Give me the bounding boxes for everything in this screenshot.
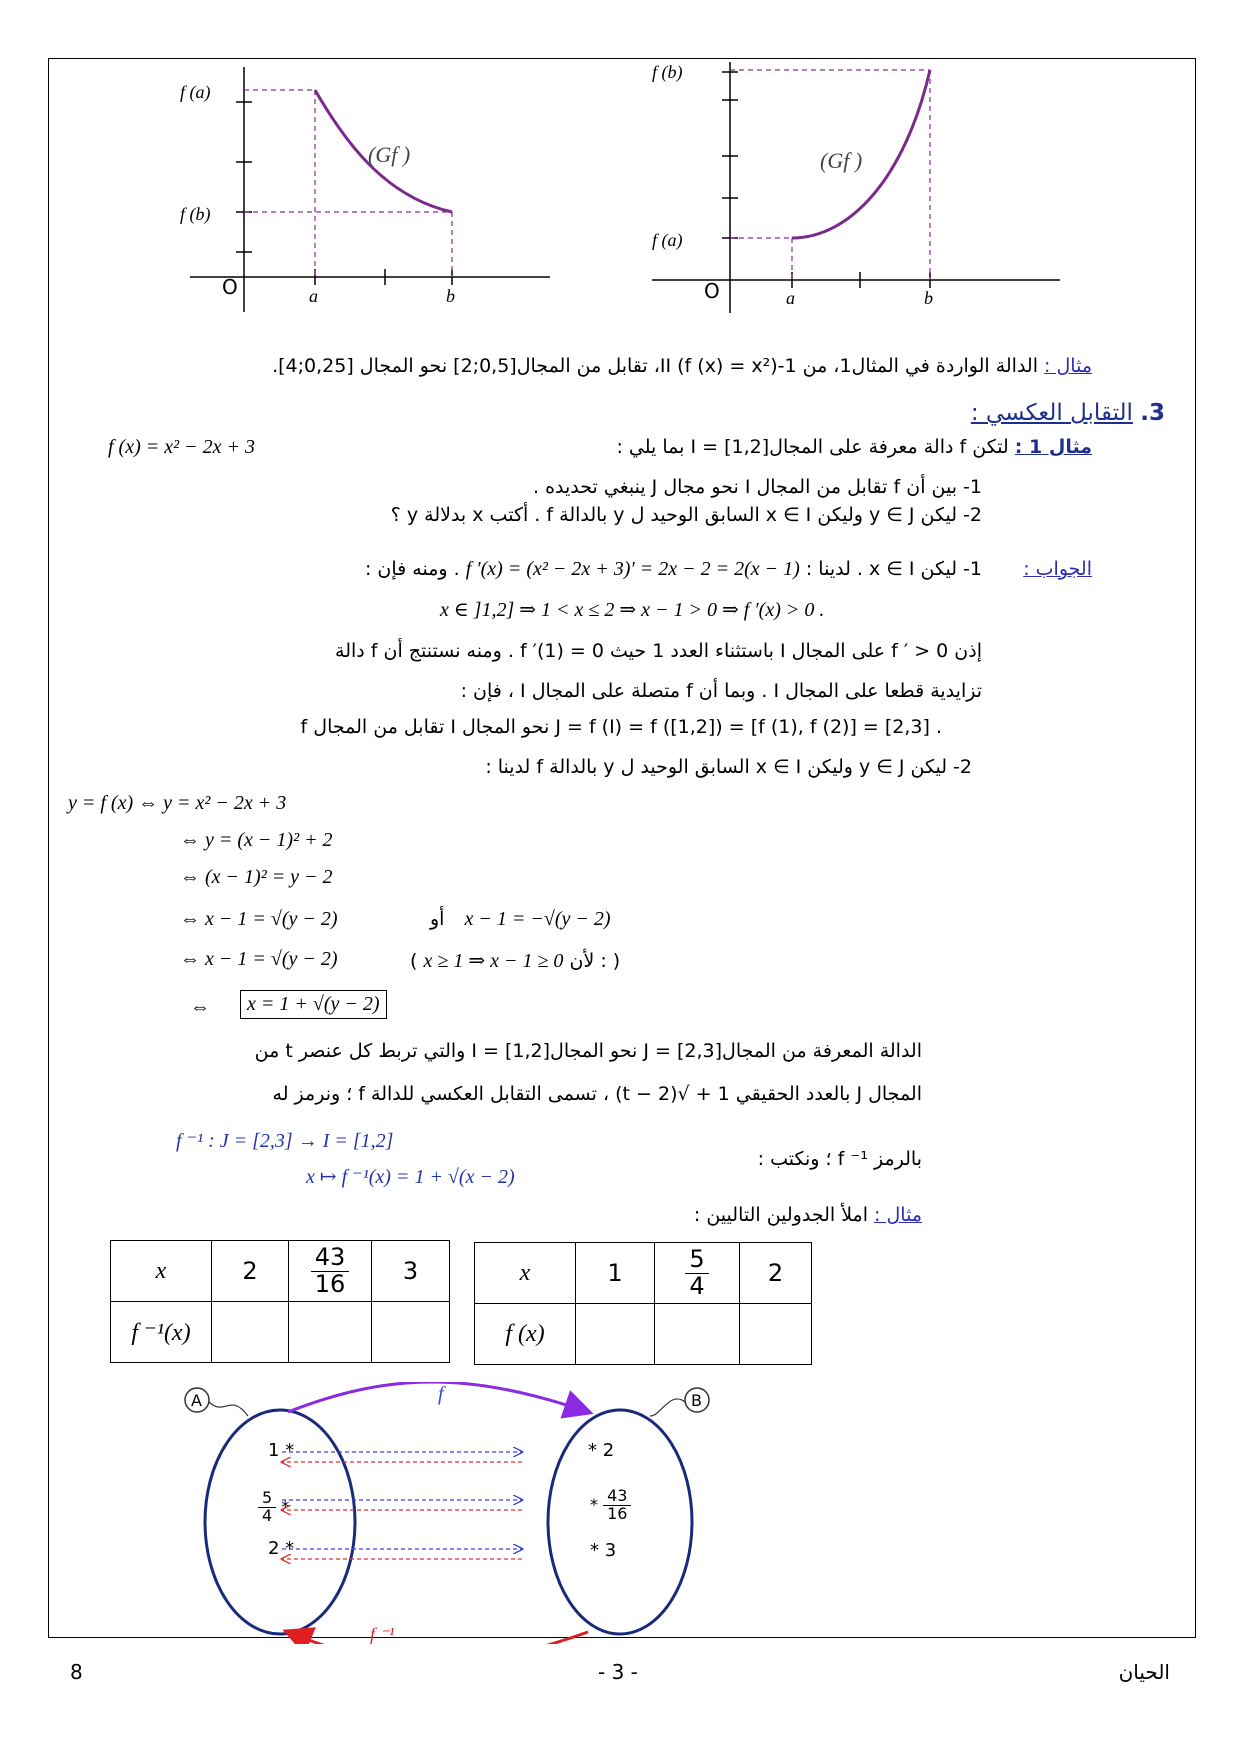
example-line — [272, 355, 1092, 377]
because-close: ) — [612, 950, 621, 972]
label-fb: f (b) — [180, 204, 211, 224]
table-direct — [474, 1242, 812, 1365]
answer-line1-formula: f ′(x) = (x² − 2x + 3)′ = 2x − 2 = 2(x − 1) — [465, 558, 800, 580]
table-direct-empty[interactable] — [655, 1304, 740, 1365]
label-B: B — [691, 1391, 702, 1410]
label-fa: f (a) — [180, 82, 211, 102]
example-text: الدالة الواردة في المثال1، من 1-II (f (x) = x²)، تقابل من المجال[0,5;2] نحو المجال [0,25;4]. — [272, 355, 1038, 377]
table-direct-empty[interactable] — [576, 1304, 655, 1365]
example2-label: مثال : — [874, 1204, 922, 1226]
definition-map2: x ↦ f ⁻¹(x) = 1 + √(x − 2) — [306, 1166, 515, 1188]
label-fb: f (b) — [652, 62, 683, 82]
definition-line3: بالرمز f ⁻¹ ؛ ونكتب : — [757, 1148, 922, 1170]
label-b: b — [924, 288, 933, 308]
answer-line1-text: 1- ليكن x ∈ I . لدينا : — [805, 558, 982, 580]
table-inverse-cell: 2 — [212, 1241, 289, 1302]
label-b: b — [446, 286, 455, 306]
section-title: التقابل العكسي : — [970, 400, 1133, 426]
table-inverse-empty[interactable] — [372, 1302, 450, 1363]
derivation-step-1: y = f (x) ⇔ y = x² − 2x + 3 — [68, 792, 287, 814]
graph-decreasing — [180, 62, 560, 352]
table-inverse-empty[interactable] — [212, 1302, 289, 1363]
right-elem-1: * 2 — [588, 1440, 615, 1461]
right-elem-2-frac — [603, 1488, 631, 1523]
answer-label: الجواب : — [1023, 558, 1092, 580]
because-condition: x ≥ 1 ⇒ x − 1 ≥ 0 — [423, 950, 564, 972]
left-elem-1: 1 * — [268, 1440, 295, 1461]
answer-line2: x ∈ ]1,2] ⇒ 1 < x ≤ 2 ⇒ x − 1 > 0 ⇒ f ′(x) > 0 . — [440, 599, 825, 621]
or-word: أو — [430, 908, 445, 930]
answer-line1-end: . ومنه فإن : — [364, 558, 460, 580]
derivation-because — [410, 948, 620, 973]
definition-line1: الدالة المعرفة من المجال[2,3] = J نحو المجال[1,2] = I والتي تربط كل عنصر t من — [254, 1040, 922, 1062]
fraction-num: 43 — [311, 1245, 350, 1271]
example1-label: مثال 1 : — [1014, 436, 1092, 458]
section-number: 3. — [1140, 400, 1165, 426]
fraction-den: 16 — [314, 1269, 346, 1298]
because-word: لأن : — [569, 950, 607, 972]
label-A: A — [191, 1391, 202, 1410]
label-fa: f (a) — [652, 230, 683, 250]
or-alternative: x − 1 = −√(y − 2) — [464, 908, 611, 930]
example1-question1: 1- بين أن f تقابل من المجال I نحو مجال J ينبغي تحديده . — [533, 476, 982, 498]
graph-increasing — [650, 58, 1070, 348]
derivation-equiv: ⇔ — [190, 996, 210, 1018]
derivation-result-box: x = 1 + √(y − 2) — [240, 990, 387, 1019]
example1-question2: 2- ليكن y ∈ J وليكن x ∈ I السابق الوحيد ل y بالدالة f . أكتب x بدلالة y ؟ — [390, 504, 982, 526]
table-inverse-empty[interactable] — [289, 1302, 372, 1363]
fraction-num: 5 — [685, 1247, 708, 1273]
right-elem-3: * 3 — [590, 1540, 617, 1561]
label-origin: O — [222, 275, 238, 299]
answer-line6: 2- ليكن y ∈ J وليكن x ∈ I السابق الوحيد ل y بالدالة f لدينا : — [485, 756, 972, 778]
fraction-den: 4 — [689, 1271, 705, 1300]
table-direct-empty[interactable] — [740, 1304, 812, 1365]
table-direct-cell: 1 — [576, 1243, 655, 1304]
definition-map1: f ⁻¹ : J = [2,3] → I = [1,2] — [176, 1130, 394, 1152]
table-inverse-head-finv: f ⁻¹(x) — [111, 1302, 212, 1363]
label-a: a — [309, 286, 318, 306]
table-direct-head-x: x — [475, 1243, 576, 1304]
fraction-num: 43 — [603, 1488, 631, 1506]
derivation-step-4: ⇔ x − 1 = √(y − 2) — [180, 908, 338, 930]
derivation-or — [430, 908, 611, 931]
derivation-step-5: ⇔ x − 1 = √(y − 2) — [180, 948, 338, 970]
left-elem-2-frac — [258, 1490, 276, 1525]
footer-author: الحيان — [1118, 1660, 1170, 1684]
footer-page-number: - 3 - — [598, 1660, 638, 1684]
mapping-diagram — [170, 1382, 730, 1644]
section-heading — [971, 400, 1165, 426]
answer-line4: تزايدية قطعا على المجال I . وبما أن f متصلة على المجال I ، فإن : — [460, 680, 982, 702]
connector-B — [650, 1399, 685, 1416]
table-inverse — [110, 1240, 450, 1363]
left-elem-2: $\frac{5}{4}$ * — [258, 1490, 289, 1525]
fraction-den: 16 — [607, 1503, 628, 1523]
label-a: a — [786, 288, 795, 308]
label-f: f — [438, 1383, 444, 1405]
example1-text: لتكن f دالة معرفة على المجال[1,2] = I بما يلي : — [616, 436, 1009, 458]
table-inverse-cell: 3 — [372, 1241, 450, 1302]
label-curve: (Gf ) — [820, 148, 863, 173]
example2-text: املأ الجدولين التاليين : — [693, 1204, 868, 1226]
table-inverse-cell-frac — [289, 1241, 372, 1302]
table-direct-head-fx: f (x) — [475, 1304, 576, 1365]
example1-formula: f (x) = x² − 2x + 3 — [108, 436, 255, 458]
table-inverse-head-x: x — [111, 1241, 212, 1302]
fraction-5-4 — [685, 1247, 708, 1298]
because-open: ( — [410, 950, 418, 972]
label-origin: O — [704, 279, 720, 303]
table-direct-cell: 2 — [740, 1243, 812, 1304]
arrow-finv — [288, 1632, 588, 1644]
connector-A — [209, 1402, 248, 1416]
definition-line2: المجال J بالعدد الحقيقي 1 + √(t − 2) ، تسمى التقابل العكسي للدالة f ؛ ونرمز له — [272, 1083, 922, 1105]
answer-line1 — [365, 558, 982, 581]
fraction-den: 4 — [262, 1505, 273, 1525]
fraction-43-16 — [311, 1245, 350, 1296]
label-finv: f ⁻¹ — [370, 1624, 395, 1644]
table-direct-cell-frac — [655, 1243, 740, 1304]
label-curve: (Gf ) — [368, 142, 411, 167]
answer-line3: إذن f ′ > 0 على المجال I باستثناء العدد 1 حيث f ′(1) = 0 . ومنه نستنتج أن f دالة — [335, 640, 982, 662]
example2-line — [694, 1204, 922, 1226]
answer-line5: f تقابل من المجال I نحو المجال J = f (I) = f ([1,2]) = [f (1), f (2)] = [2,3] . — [300, 716, 942, 738]
fraction-num: 5 — [258, 1490, 276, 1508]
right-elem-2: * $\frac{43}{16}$ — [590, 1488, 631, 1523]
example1-statement — [616, 436, 1092, 458]
derivation-step-2: ⇔ y = (x − 1)² + 2 — [180, 829, 333, 851]
left-elem-3: 2 * — [268, 1538, 295, 1559]
example-label: مثال : — [1044, 355, 1092, 377]
derivation-step-3: ⇔ (x − 1)² = y − 2 — [180, 866, 333, 888]
footer-page-count: 8 — [70, 1660, 83, 1684]
